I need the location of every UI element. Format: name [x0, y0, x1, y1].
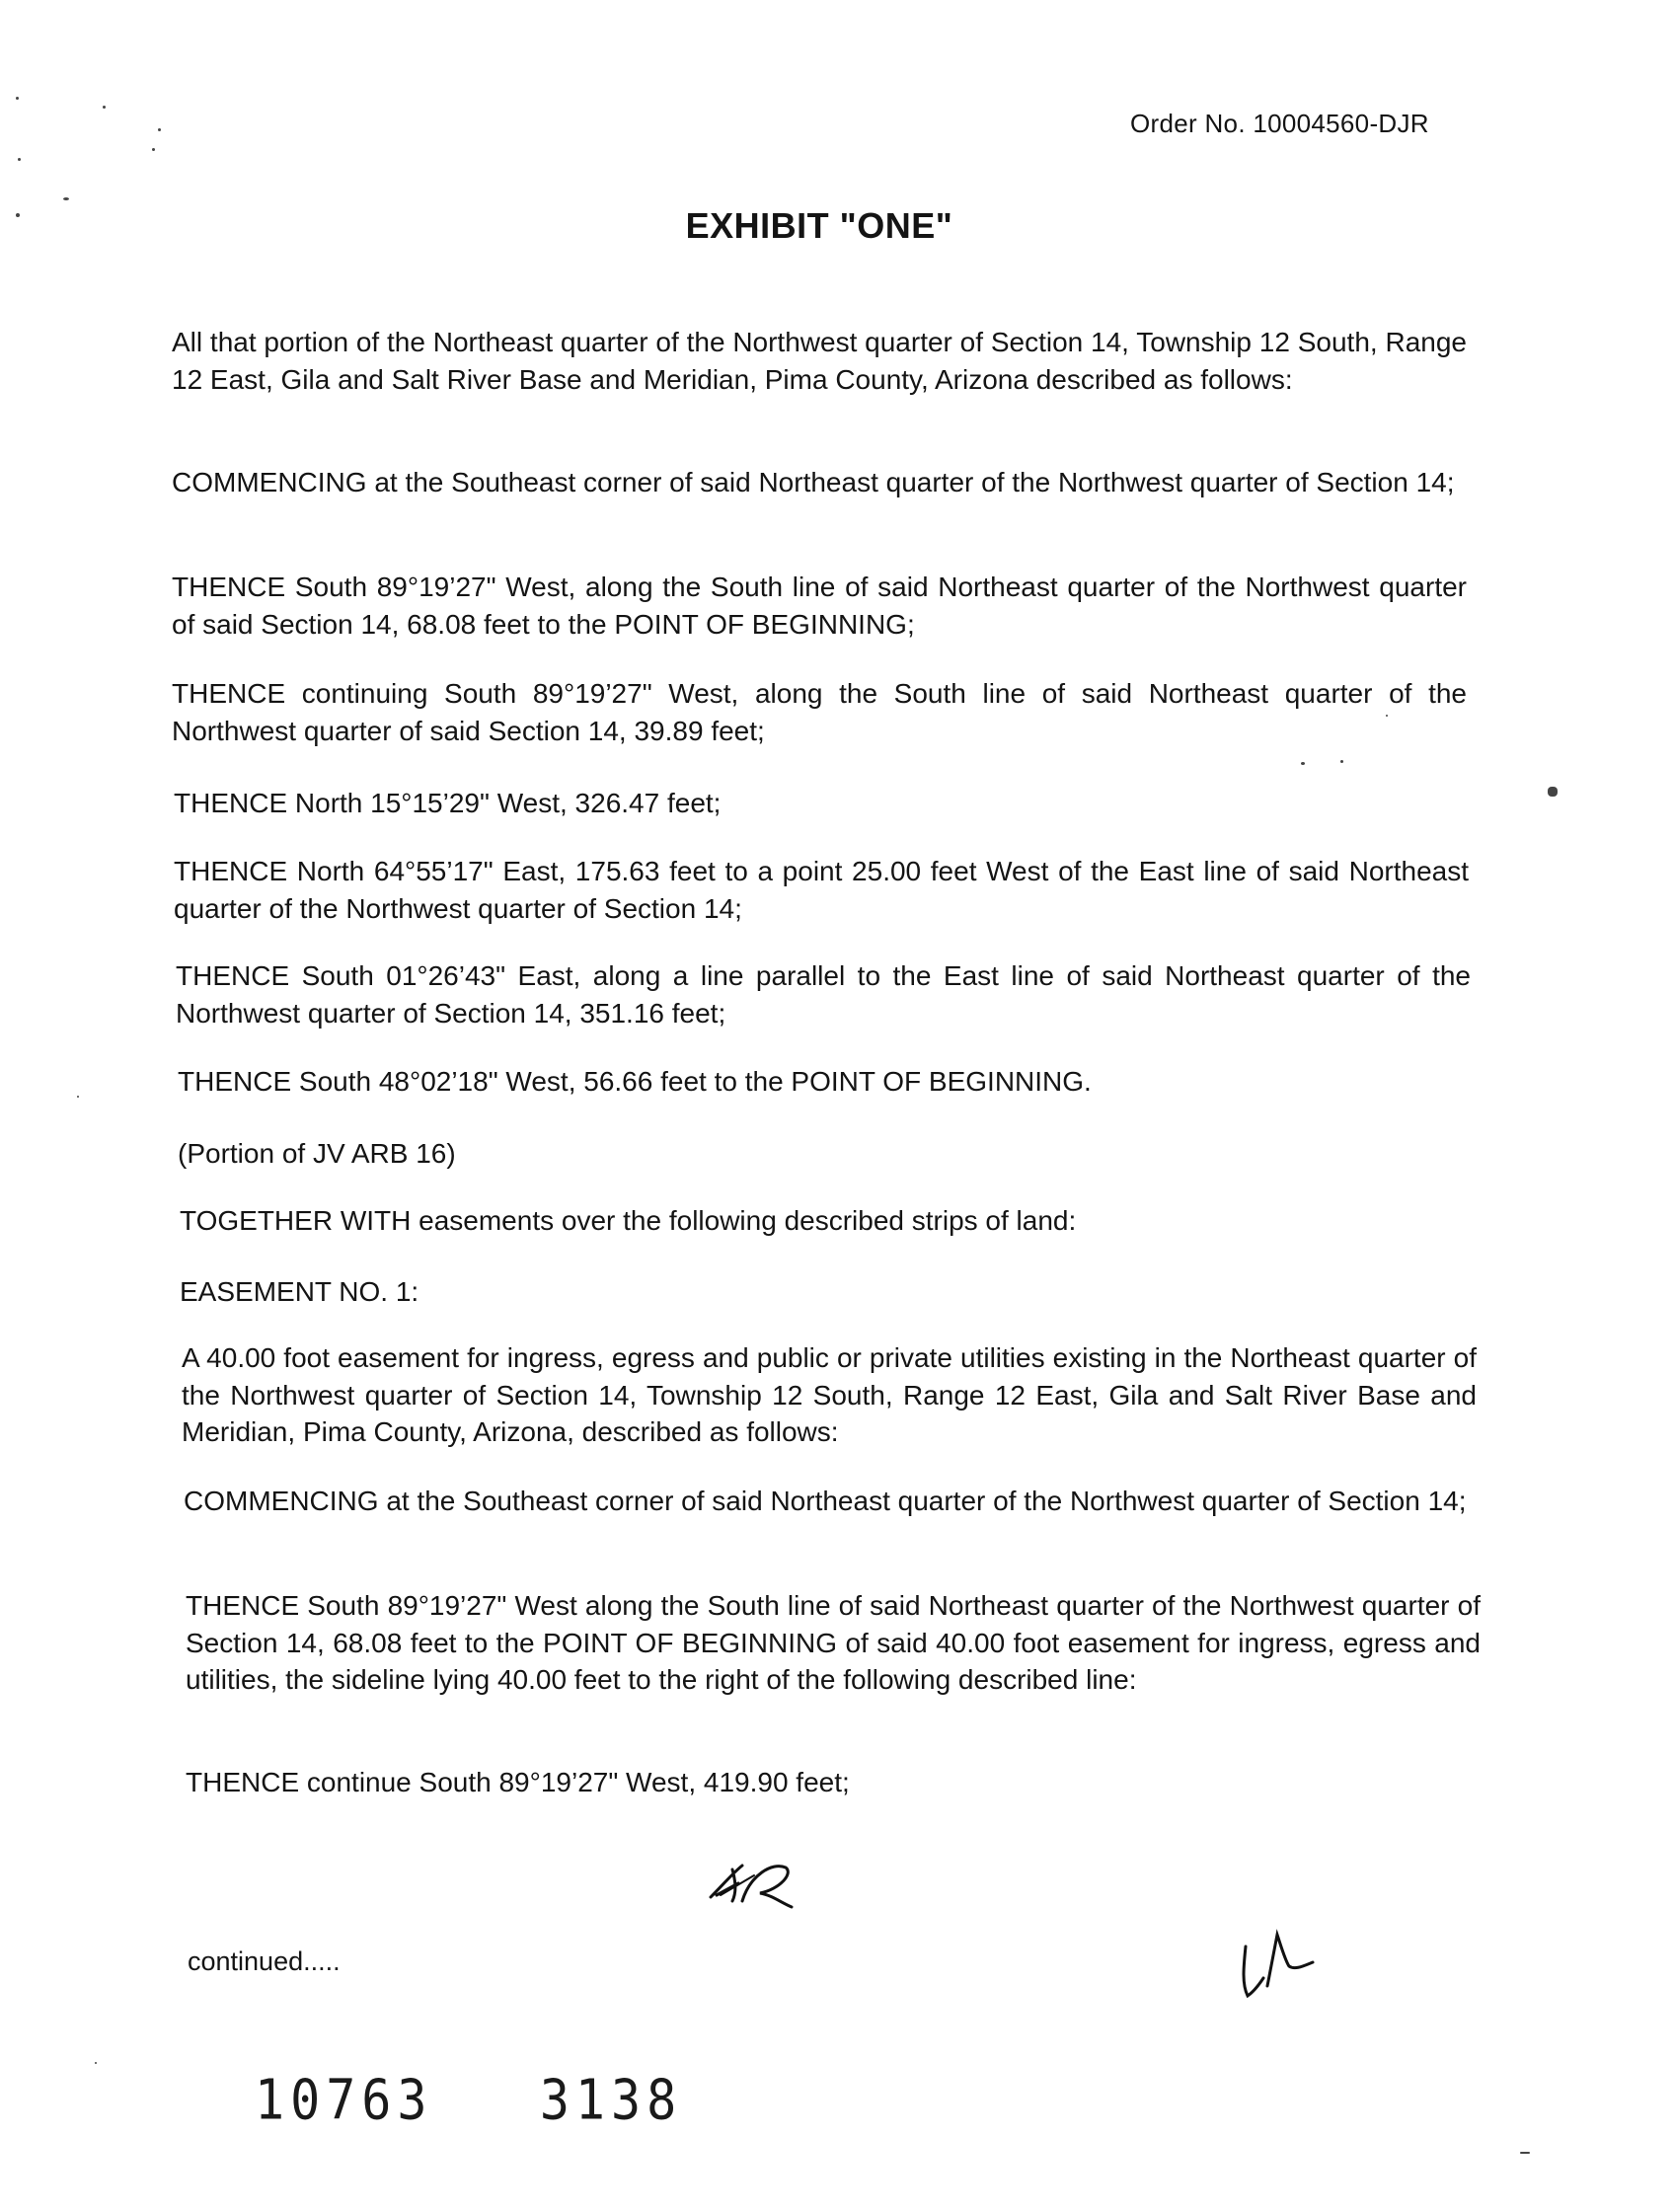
paragraph-thence-north-1: THENCE North 15°15’29" West, 326.47 feet;	[174, 788, 722, 818]
scan-speck	[1340, 760, 1343, 763]
scan-speck	[95, 2062, 97, 2064]
paragraph-thence-continue: THENCE continue South 89°19’27" West, 419.90 feet;	[186, 1767, 850, 1797]
recording-stamp-number: 10763 3138	[255, 2068, 683, 2132]
paragraph-commencing-1: COMMENCING at the Southeast corner of said Northeast quarter of the Northwest quarter of Section 14;	[172, 467, 1455, 497]
scan-speck	[16, 213, 20, 217]
handwritten-initials-center	[703, 1856, 801, 1915]
paragraph-thence-north-2: THENCE North 64°55’17" East, 175.63 feet to a point 25.00 feet West of the East line of said Northeast quarter of the Northwest quarter of Section 14;	[174, 856, 1469, 924]
paragraph-together-with: TOGETHER WITH easements over the following described strips of land:	[180, 1205, 1077, 1236]
paragraph-thence-south-3: THENCE South 48°02’18" West, 56.66 feet to the POINT OF BEGINNING.	[178, 1066, 1092, 1097]
scan-speck	[158, 128, 161, 131]
scan-speck	[152, 148, 155, 151]
paragraph-commencing-2: COMMENCING at the Southeast corner of said Northeast quarter of the Northwest quarter of Section 14;	[184, 1486, 1467, 1516]
scan-speck	[16, 97, 19, 100]
paragraph-thence-south-1: THENCE South 89°19’27" West, along the South line of said Northeast quarter of the Northwest quarter of said Section 14, 68.08 feet to the POINT OF BEGINNING;	[172, 572, 1467, 640]
paragraph-portion-note: (Portion of JV ARB 16)	[178, 1138, 456, 1169]
easement-heading: EASEMENT NO. 1:	[180, 1276, 419, 1307]
scan-speck	[18, 158, 21, 161]
scan-speck	[1301, 762, 1305, 765]
paragraph-thence-south-2: THENCE South 01°26’43" East, along a line parallel to the East line of said Northeast quarter of the Northwest quarter of Section 14, 351.16 feet;	[176, 960, 1471, 1029]
paragraph-thence-continuing: THENCE continuing South 89°19’27" West, along the South line of said Northeast quarter of the Northwest quarter of said Section 14, 39.89 feet;	[172, 678, 1467, 746]
scan-speck	[1520, 2152, 1530, 2154]
paragraph-easement-description: A 40.00 foot easement for ingress, egress and public or private utilities existing in the Northeast quarter of the Northwest quarter of Section 14, Township 12 South, Range 12 East, Gila and Salt River Base and Meridian, Pima County, Arizona, described as follows:	[182, 1342, 1477, 1447]
paragraph-portion-description: All that portion of the Northeast quarter of the Northwest quarter of Section 14, Township 12 South, Range 12 East, Gila and Salt River Base and Meridian, Pima County, Arizona described as follows:	[172, 327, 1467, 395]
exhibit-title: EXHIBIT "ONE"	[685, 205, 953, 246]
scan-speck	[63, 197, 69, 200]
handwritten-initials-right	[1232, 1927, 1321, 2006]
paragraph-thence-south-4: THENCE South 89°19’27" West along the South line of said Northeast quarter of the Northwest quarter of Section 14, 68.08 feet to the POINT OF BEGINNING of said 40.00 foot easement for ingress, egress and utilities, the sideline lying 40.00 feet to the right of the following described line:	[186, 1590, 1481, 1695]
scan-speck	[1386, 715, 1388, 717]
scan-speck	[1548, 787, 1558, 797]
continued-label: continued.....	[188, 1946, 341, 1976]
scan-speck	[77, 1096, 79, 1098]
order-number: Order No. 10004560-DJR	[1130, 109, 1429, 138]
scan-speck	[103, 106, 106, 109]
